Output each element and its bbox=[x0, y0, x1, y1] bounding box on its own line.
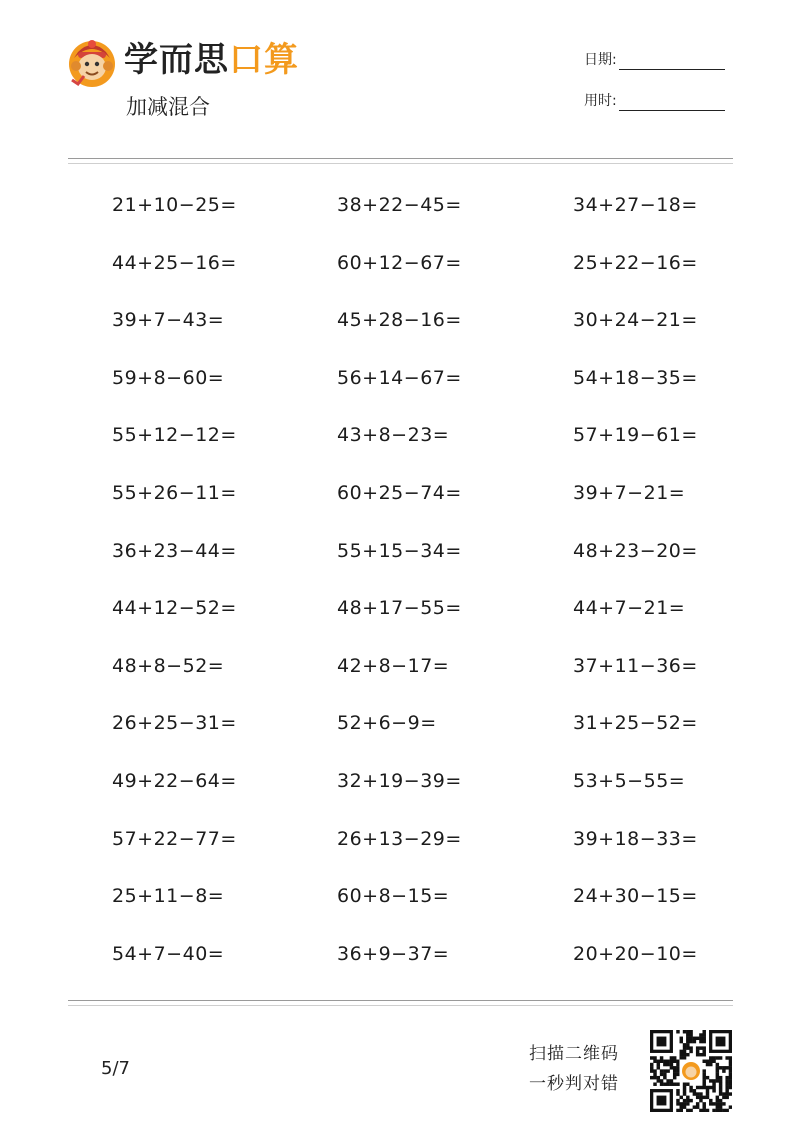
problem-r12-c3: 39+18−33= bbox=[573, 828, 698, 850]
problem-r9-c3: 37+11−36= bbox=[573, 655, 698, 677]
scan-text-line2: 一秒判对错 bbox=[529, 1074, 619, 1094]
problem-r7-c2: 55+15−34= bbox=[337, 540, 462, 562]
problem-r8-c1: 44+12−52= bbox=[112, 597, 237, 619]
problem-r11-c2: 32+19−39= bbox=[337, 770, 462, 792]
problem-r8-c2: 48+17−55= bbox=[337, 597, 462, 619]
problem-r6-c1: 55+26−11= bbox=[112, 482, 237, 504]
problem-r12-c1: 57+22−77= bbox=[112, 828, 237, 850]
problem-r3-c2: 45+28−16= bbox=[337, 309, 462, 331]
problem-r5-c1: 55+12−12= bbox=[112, 424, 237, 446]
problem-r3-c1: 39+7−43= bbox=[112, 309, 225, 331]
problem-r14-c1: 54+7−40= bbox=[112, 943, 225, 965]
problem-r5-c2: 43+8−23= bbox=[337, 424, 450, 446]
scan-text-line1: 扫描二维码 bbox=[529, 1044, 619, 1064]
problem-r7-c1: 36+23−44= bbox=[112, 540, 237, 562]
footer-divider bbox=[68, 1000, 733, 1001]
problem-r1-c2: 38+22−45= bbox=[337, 194, 462, 216]
problem-r1-c1: 21+10−25= bbox=[112, 194, 237, 216]
problem-r10-c3: 31+25−52= bbox=[573, 712, 698, 734]
problem-r11-c1: 49+22−64= bbox=[112, 770, 237, 792]
footer-divider-thin bbox=[68, 1005, 733, 1006]
problem-r4-c3: 54+18−35= bbox=[573, 367, 698, 389]
problem-r6-c2: 60+25−74= bbox=[337, 482, 462, 504]
problem-r13-c1: 25+11−8= bbox=[112, 885, 225, 907]
problem-r7-c3: 48+23−20= bbox=[573, 540, 698, 562]
problem-r6-c3: 39+7−21= bbox=[573, 482, 686, 504]
problem-r13-c2: 60+8−15= bbox=[337, 885, 450, 907]
time-label: 用时: bbox=[584, 93, 617, 109]
problem-r2-c2: 60+12−67= bbox=[337, 252, 462, 274]
problem-r8-c3: 44+7−21= bbox=[573, 597, 686, 619]
problem-r5-c3: 57+19−61= bbox=[573, 424, 698, 446]
brand-name: 学而思 bbox=[124, 40, 229, 80]
date-label: 日期: bbox=[584, 52, 617, 68]
problem-r10-c1: 26+25−31= bbox=[112, 712, 237, 734]
problem-r11-c3: 53+5−55= bbox=[573, 770, 686, 792]
problem-r9-c2: 42+8−17= bbox=[337, 655, 450, 677]
problem-r4-c1: 59+8−60= bbox=[112, 367, 225, 389]
problem-r3-c3: 30+24−21= bbox=[573, 309, 698, 331]
problem-r14-c2: 36+9−37= bbox=[337, 943, 450, 965]
qr-code-icon[interactable] bbox=[650, 1030, 732, 1112]
problem-r14-c3: 20+20−10= bbox=[573, 943, 698, 965]
problem-r4-c2: 56+14−67= bbox=[337, 367, 462, 389]
problem-r1-c3: 34+27−18= bbox=[573, 194, 698, 216]
brand-product: 口算 bbox=[229, 40, 299, 80]
problem-r10-c2: 52+6−9= bbox=[337, 712, 437, 734]
problem-r12-c2: 26+13−29= bbox=[337, 828, 462, 850]
problem-r9-c1: 48+8−52= bbox=[112, 655, 225, 677]
page-number: 5/7 bbox=[101, 1058, 130, 1079]
problem-r13-c3: 24+30−15= bbox=[573, 885, 698, 907]
worksheet-subtitle: 加减混合 bbox=[126, 95, 210, 119]
problem-r2-c3: 25+22−16= bbox=[573, 252, 698, 274]
problem-r2-c1: 44+25−16= bbox=[112, 252, 237, 274]
